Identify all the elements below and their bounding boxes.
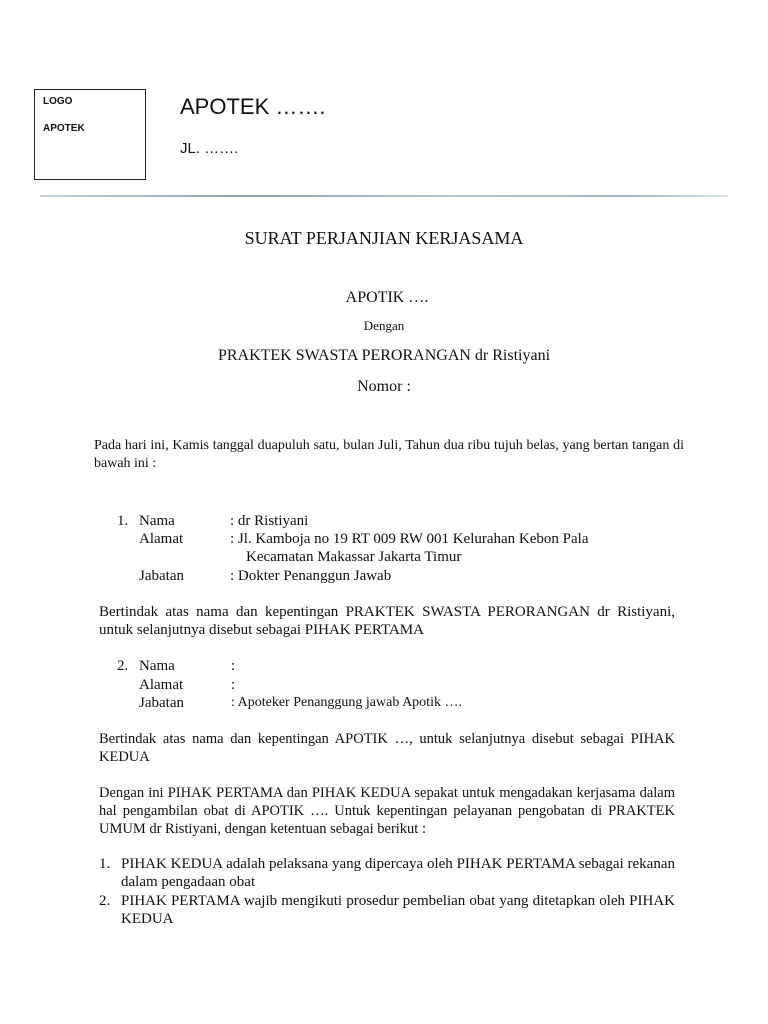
list-number: 2. xyxy=(99,893,111,909)
field-label: Nama xyxy=(139,513,175,529)
list-item: PIHAK PERTAMA wajib mengikuti prosedur pembelian obat yang ditetapkan oleh PIHAK KEDUA xyxy=(121,893,675,927)
document-title: SURAT PERJANJIAN KERJASAMA xyxy=(244,228,524,248)
field-value: : Apoteker Penanggung jawab Apotik …. xyxy=(231,695,462,710)
intro-paragraph: Pada hari ini, Kamis tanggal duapuluh satu, bulan Juli, Tahun dua ribu tujuh belas, yang bertan tangan di bawah ini : xyxy=(94,438,684,471)
logo-subtext: APOTEK xyxy=(43,123,85,134)
field-value: : xyxy=(231,658,236,674)
list-number: 2. xyxy=(117,658,129,674)
with-text: Dengan xyxy=(363,318,405,333)
header-divider xyxy=(40,195,728,197)
party-b-heading: PRAKTEK SWASTA PERORANGAN dr Ristiyani xyxy=(217,347,551,364)
acting-paragraph-2: Bertindak atas nama dan kepentingan APOTIK …, untuk selanjutnya disebut sebagai PIHAK KEDUA xyxy=(99,731,675,765)
field-value: : dr Ristiyani xyxy=(230,513,309,529)
logo-text: LOGO xyxy=(43,96,73,107)
field-label: Alamat xyxy=(139,531,184,547)
field-value: : xyxy=(231,677,236,693)
list-item: PIHAK KEDUA adalah pelaksana yang dipercaya oleh PIHAK PERTAMA sebagai rekanan dalam pengadaan obat xyxy=(121,856,675,890)
list-number: 1. xyxy=(117,513,129,529)
field-value: : Dokter Penanggun Jawab xyxy=(230,568,392,584)
logo-placeholder xyxy=(34,89,146,180)
acting-paragraph-1: Bertindak atas nama dan kepentingan PRAKTEK SWASTA PERORANGAN dr Ristiyani, untuk selanjutnya disebut sebagai PIHAK PERTAMA xyxy=(99,604,675,638)
field-label: Nama xyxy=(139,658,175,674)
field-label: Alamat xyxy=(139,677,184,693)
agreement-paragraph: Dengan ini PIHAK PERTAMA dan PIHAK KEDUA sepakat untuk mengadakan kerjasama dalam hal pengambilan obat di APOTIK …. Untuk kepentingan pelayanan pengobatan di PRAKTEK UMUM dr Ristiyani, dengan ketentuan sebagai berikut : xyxy=(99,785,675,837)
field-value: Kecamatan Makassar Jakarta Timur xyxy=(246,549,462,565)
pharmacy-name: APOTEK ……. xyxy=(180,94,326,119)
document-number: Nomor : xyxy=(357,378,411,395)
party-a-heading: APOTIK …. xyxy=(345,289,429,306)
field-label: Jabatan xyxy=(139,568,184,584)
list-number: 1. xyxy=(99,856,111,872)
field-label: Jabatan xyxy=(139,695,184,711)
pharmacy-address: JL. ……. xyxy=(180,140,239,157)
field-value: : Jl. Kamboja no 19 RT 009 RW 001 Kelurahan Kebon Pala xyxy=(230,531,589,547)
